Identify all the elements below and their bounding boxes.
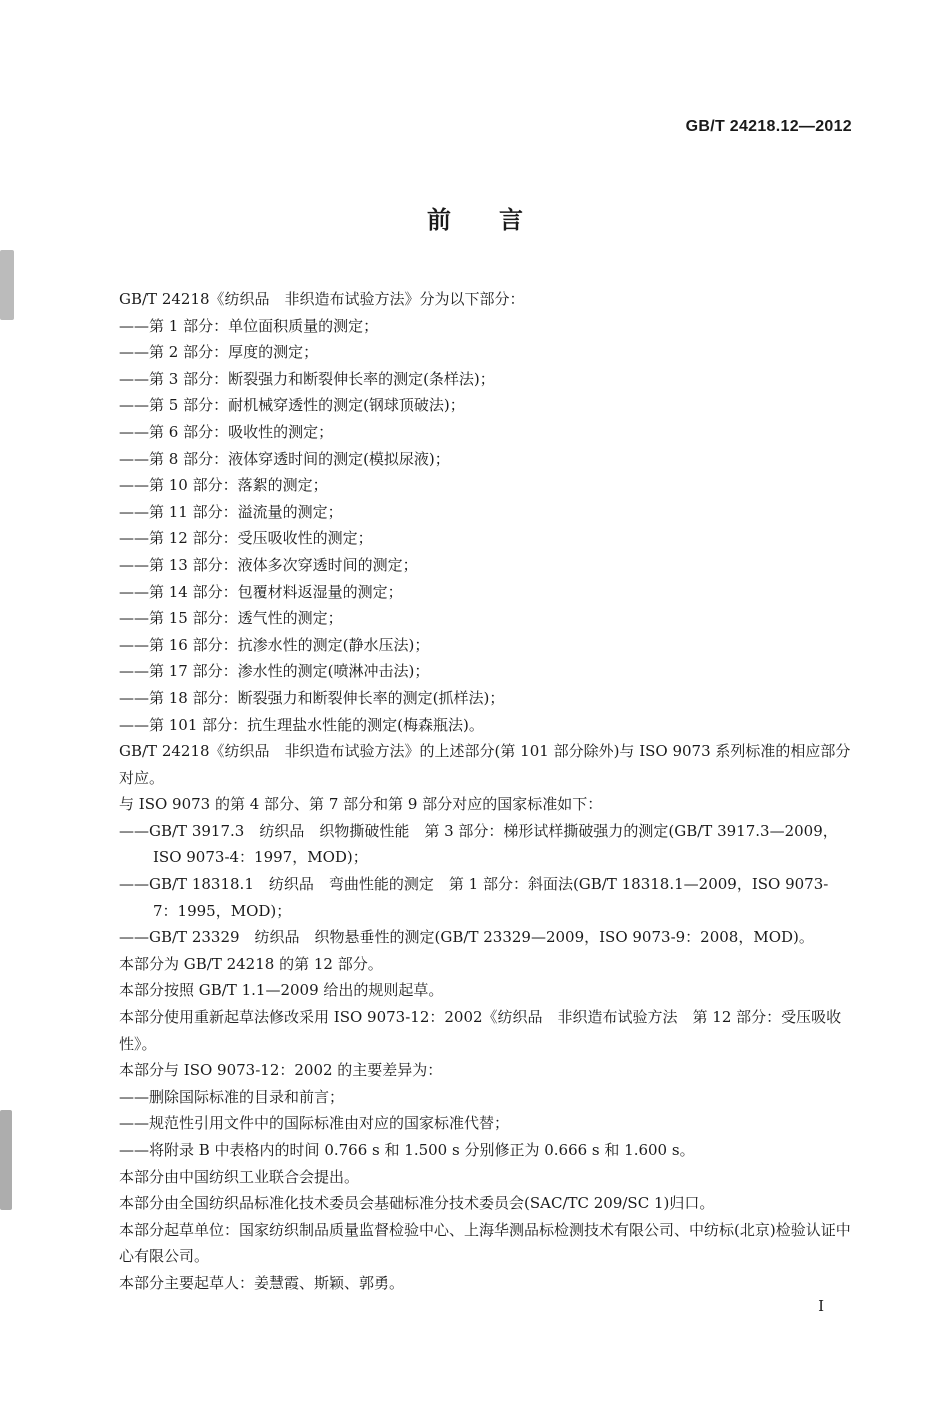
differences-intro: 本部分与 ISO 9073-12：2002 的主要差异为： (119, 1061, 443, 1080)
list-item: ——GB/T 18318.1 纺织品 弯曲性能的测定 第 1 部分：斜面法(GB/T 18318.1—2009，ISO 9073-7：1995，MOD)； (119, 875, 829, 920)
list-item: ——第 1 部分：单位面积质量的测定； (119, 316, 379, 335)
list-item: ——第 11 部分：溢流量的测定； (119, 502, 343, 521)
list-item: ——第 6 部分：吸收性的测定； (119, 422, 334, 441)
list-item: ——第 10 部分：落絮的测定； (119, 476, 328, 495)
list-item: ——第 17 部分：渗水性的测定(喷淋冲击法)； (119, 662, 430, 681)
drafting-rules-paragraph: 本部分按照 GB/T 1.1—2009 给出的规则起草。 (119, 981, 444, 1000)
parts-intro: GB/T 24218《纺织品 非织造布试验方法》分为以下部分： (119, 290, 525, 308)
page-number: I (818, 1297, 824, 1315)
list-item: ——第 5 部分：耐机械穿透性的测定(钢球顶破法)； (119, 396, 465, 415)
foreword-body (119, 286, 851, 1297)
list-item: ——第 12 部分：受压吸收性的测定； (119, 529, 373, 548)
list-item: ——GB/T 23329 纺织品 织物悬垂性的测定(GB/T 23329—2009，ISO 9073-9：2008，MOD)。 (119, 928, 814, 947)
scan-artifact (0, 1110, 12, 1210)
scan-artifact (0, 250, 14, 320)
list-item: ——第 18 部分：断裂强力和断裂伸长率的测定(抓样法)； (119, 688, 505, 707)
adoption-paragraph: 本部分使用重新起草法修改采用 ISO 9073-12：2002《纺织品 非织造布试验方法 第 12 部分：受压吸收性》。 (119, 1008, 842, 1053)
standard-number: GB/T 24218.12—2012 (685, 118, 852, 135)
list-item: ——第 13 部分：液体多次穿透时间的测定； (119, 555, 418, 574)
managed-by-paragraph: 本部分由全国纺织品标准化技术委员会基础标准分技术委员会(SAC/TC 209/SC 1)归口。 (119, 1194, 715, 1213)
parts-list (119, 313, 851, 739)
list-item: ——规范性引用文件中的国际标准由对应的国家标准代替； (119, 1114, 510, 1133)
list-item: ——将附录 B 中表格内的时间 0.766 s 和 1.500 s 分别修正为 0.666 s 和 1.600 s。 (119, 1141, 695, 1159)
page-title: 前言 (427, 206, 571, 234)
list-item: ——第 3 部分：断裂强力和断裂伸长率的测定(条样法)； (119, 369, 495, 388)
differences-list (119, 1084, 851, 1164)
list-item: ——GB/T 3917.3 纺织品 织物撕破性能 第 3 部分：梯形试样撕破强力的测定(GB/T 3917.3—2009，ISO 9073-4：1997，MOD)； (119, 821, 838, 867)
list-item: ——第 8 部分：液体穿透时间的测定(模拟尿液)； (119, 449, 450, 468)
list-item: ——第 101 部分：抗生理盐水性能的测定(梅森瓶法)。 (119, 715, 484, 734)
list-item: ——删除国际标准的目录和前言； (119, 1087, 345, 1106)
part12-paragraph: 本部分为 GB/T 24218 的第 12 部分。 (119, 954, 383, 973)
list-item: ——第 14 部分：包覆材料返湿量的测定； (119, 582, 403, 601)
list-item: ——第 16 部分：抗渗水性的测定(静水压法)； (119, 635, 430, 654)
drafters-paragraph: 本部分主要起草人：姜慧霞、斯颖、郭勇。 (119, 1273, 405, 1292)
proposed-by-paragraph: 本部分由中国纺织工业联合会提出。 (119, 1167, 360, 1186)
drafting-units-paragraph: 本部分起草单位：国家纺织制品质量监督检验中心、上海华测品标检测技术有限公司、中纺标(北京)检验认证中心有限公司。 (119, 1220, 851, 1266)
list-item: ——第 2 部分：厚度的测定； (119, 343, 319, 362)
correspondence-paragraph: GB/T 24218《纺织品 非织造布试验方法》的上述部分(第 101 部分除外)与 ISO 9073 系列标准的相应部分对应。 (119, 742, 851, 787)
national-standards-intro: 与 ISO 9073 的第 4 部分、第 7 部分和第 9 部分对应的国家标准如下： (119, 795, 603, 814)
list-item: ——第 15 部分：透气性的测定； (119, 609, 343, 628)
national-standards-list (119, 818, 851, 951)
